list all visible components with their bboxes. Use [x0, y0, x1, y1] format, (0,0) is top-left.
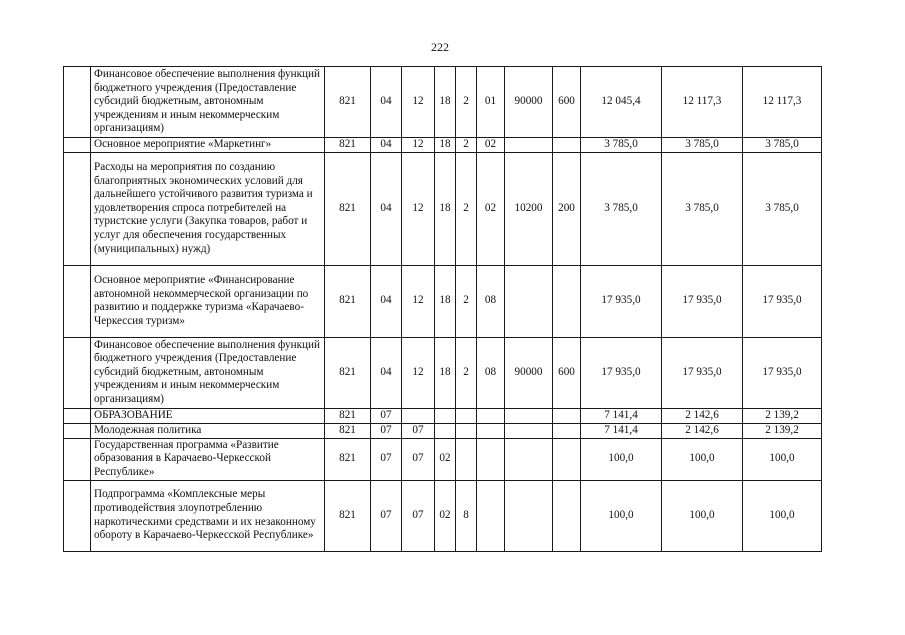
amount-year-1: 17 935,0 — [581, 265, 662, 337]
table-row — [64, 423, 822, 438]
subsection-code: 12 — [402, 337, 435, 408]
admin-code: 821 — [325, 480, 371, 551]
admin-code: 821 — [325, 152, 371, 265]
row-marker-cell — [64, 438, 91, 480]
amount-year-3: 12 117,3 — [743, 67, 822, 138]
budget-table — [63, 66, 822, 552]
expense-type-code: 600 — [553, 67, 581, 138]
amount-year-2: 100,0 — [662, 438, 743, 480]
admin-code: 821 — [325, 265, 371, 337]
event-code — [477, 408, 505, 423]
program-code: 18 — [435, 67, 456, 138]
expense-type-code: 200 — [553, 152, 581, 265]
section-code: 07 — [371, 480, 402, 551]
admin-code: 821 — [325, 138, 371, 153]
amount-year-3: 2 139,2 — [743, 423, 822, 438]
subprogram-code: 2 — [456, 67, 477, 138]
subsection-code: 12 — [402, 67, 435, 138]
event-code: 02 — [477, 138, 505, 153]
amount-year-3: 3 785,0 — [743, 138, 822, 153]
section-code: 04 — [371, 67, 402, 138]
amount-year-2: 3 785,0 — [662, 138, 743, 153]
row-marker-cell — [64, 337, 91, 408]
row-name: Подпрограмма «Комплексные меры противодействия злоупотреблению наркотическими средствами и их незаконному обороту в Карачаево-Черкесской Республике» — [91, 480, 325, 551]
amount-year-2: 3 785,0 — [662, 152, 743, 265]
subprogram-code: 2 — [456, 138, 477, 153]
amount-year-3: 100,0 — [743, 438, 822, 480]
direction-code: 10200 — [505, 152, 553, 265]
row-marker-cell — [64, 480, 91, 551]
subprogram-code: 2 — [456, 337, 477, 408]
expense-type-code — [553, 438, 581, 480]
program-code: 02 — [435, 480, 456, 551]
expense-type-code: 600 — [553, 337, 581, 408]
subprogram-code — [456, 423, 477, 438]
row-name: Финансовое обеспечение выполнения функций бюджетного учреждения (Предоставление субсидий бюджетным, автономным учреждениям и иным некоммерческим организациям) — [91, 337, 325, 408]
row-marker-cell — [64, 408, 91, 423]
table-row — [64, 67, 822, 138]
amount-year-3: 2 139,2 — [743, 408, 822, 423]
section-code: 04 — [371, 152, 402, 265]
section-code: 04 — [371, 265, 402, 337]
amount-year-1: 100,0 — [581, 480, 662, 551]
amount-year-1: 17 935,0 — [581, 337, 662, 408]
expense-type-code — [553, 423, 581, 438]
event-code: 01 — [477, 67, 505, 138]
row-name: Государственная программа «Развитие образования в Карачаево-Черкесской Республике» — [91, 438, 325, 480]
table-row — [64, 408, 822, 423]
direction-code — [505, 480, 553, 551]
amount-year-2: 2 142,6 — [662, 408, 743, 423]
subsection-code: 07 — [402, 480, 435, 551]
subsection-code: 07 — [402, 438, 435, 480]
table-row — [64, 480, 822, 551]
row-name: Расходы на мероприятия по созданию благоприятных экономических условий для дальнейшего устойчивого развития туризма и удовлетворения спроса потребителей на туристские услуги (Закупка товаров, работ и услуг для обеспечения государственных (муниципальных) нужд) — [91, 152, 325, 265]
table-row — [64, 152, 822, 265]
event-code — [477, 480, 505, 551]
subprogram-code: 8 — [456, 480, 477, 551]
direction-code — [505, 423, 553, 438]
subprogram-code: 2 — [456, 152, 477, 265]
expense-type-code — [553, 138, 581, 153]
row-marker-cell — [64, 67, 91, 138]
event-code: 08 — [477, 265, 505, 337]
expense-type-code — [553, 265, 581, 337]
expense-type-code — [553, 480, 581, 551]
subsection-code: 12 — [402, 265, 435, 337]
table-row — [64, 337, 822, 408]
direction-code: 90000 — [505, 67, 553, 138]
amount-year-1: 3 785,0 — [581, 138, 662, 153]
subsection-code: 07 — [402, 423, 435, 438]
subprogram-code: 2 — [456, 265, 477, 337]
row-marker-cell — [64, 423, 91, 438]
event-code — [477, 438, 505, 480]
row-name: Молодежная политика — [91, 423, 325, 438]
admin-code: 821 — [325, 67, 371, 138]
section-code: 04 — [371, 337, 402, 408]
event-code: 02 — [477, 152, 505, 265]
program-code: 18 — [435, 265, 456, 337]
program-code: 18 — [435, 138, 456, 153]
amount-year-3: 17 935,0 — [743, 265, 822, 337]
subprogram-code — [456, 438, 477, 480]
amount-year-2: 2 142,6 — [662, 423, 743, 438]
row-name: Финансовое обеспечение выполнения функций бюджетного учреждения (Предоставление субсидий бюджетным, автономным учреждениям и иным некоммерческим организациям) — [91, 67, 325, 138]
admin-code: 821 — [325, 408, 371, 423]
direction-code — [505, 438, 553, 480]
table-row — [64, 138, 822, 153]
row-marker-cell — [64, 138, 91, 153]
section-code: 07 — [371, 438, 402, 480]
table-row — [64, 265, 822, 337]
direction-code — [505, 408, 553, 423]
table-row — [64, 438, 822, 480]
amount-year-3: 17 935,0 — [743, 337, 822, 408]
direction-code: 90000 — [505, 337, 553, 408]
admin-code: 821 — [325, 337, 371, 408]
section-code: 04 — [371, 138, 402, 153]
program-code: 18 — [435, 152, 456, 265]
amount-year-2: 12 117,3 — [662, 67, 743, 138]
subprogram-code — [456, 408, 477, 423]
program-code: 02 — [435, 438, 456, 480]
row-name: Основное мероприятие «Финансирование автономной некоммерческой организации по развитию и поддержке туризма «Карачаево-Черкессия туризм» — [91, 265, 325, 337]
amount-year-1: 7 141,4 — [581, 423, 662, 438]
program-code — [435, 408, 456, 423]
amount-year-2: 17 935,0 — [662, 337, 743, 408]
subsection-code: 12 — [402, 152, 435, 265]
amount-year-2: 17 935,0 — [662, 265, 743, 337]
amount-year-1: 12 045,4 — [581, 67, 662, 138]
program-code: 18 — [435, 337, 456, 408]
amount-year-1: 3 785,0 — [581, 152, 662, 265]
amount-year-3: 3 785,0 — [743, 152, 822, 265]
admin-code: 821 — [325, 438, 371, 480]
program-code — [435, 423, 456, 438]
section-code: 07 — [371, 423, 402, 438]
admin-code: 821 — [325, 423, 371, 438]
subsection-code: 12 — [402, 138, 435, 153]
event-code — [477, 423, 505, 438]
event-code: 08 — [477, 337, 505, 408]
direction-code — [505, 138, 553, 153]
row-name: ОБРАЗОВАНИЕ — [91, 408, 325, 423]
amount-year-1: 100,0 — [581, 438, 662, 480]
section-code: 07 — [371, 408, 402, 423]
row-marker-cell — [64, 265, 91, 337]
direction-code — [505, 265, 553, 337]
amount-year-3: 100,0 — [743, 480, 822, 551]
row-name: Основное мероприятие «Маркетинг» — [91, 138, 325, 153]
expense-type-code — [553, 408, 581, 423]
page-number: 222 — [431, 40, 449, 54]
row-marker-cell — [64, 152, 91, 265]
amount-year-1: 7 141,4 — [581, 408, 662, 423]
amount-year-2: 100,0 — [662, 480, 743, 551]
subsection-code — [402, 408, 435, 423]
